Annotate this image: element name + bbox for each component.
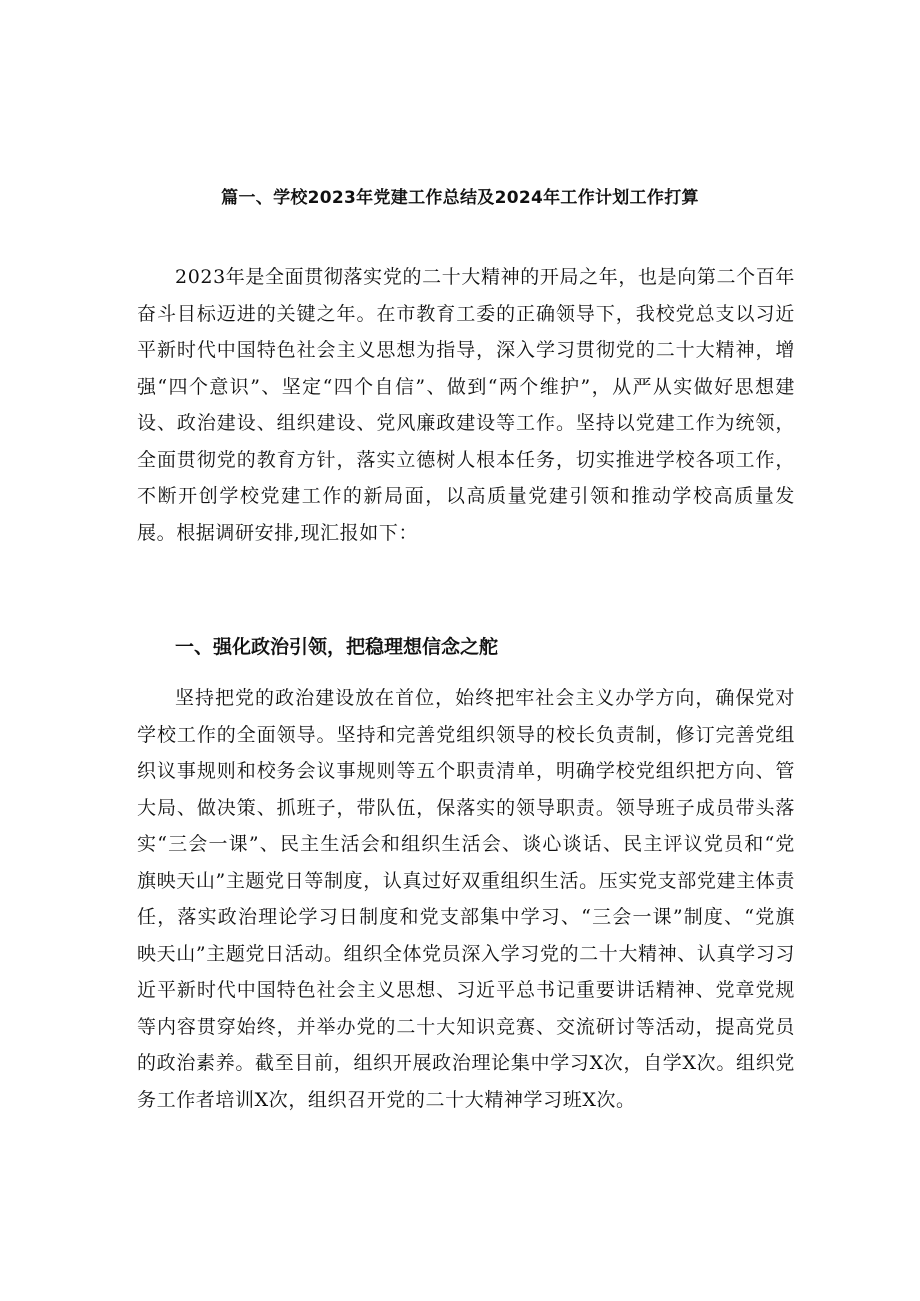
intro-section [137,259,795,551]
section-heading: 一、强化政治引领，把稳理想信念之舵 [175,636,499,658]
document-title: 篇一、学校2023年党建工作总结及2024年工作计划工作打算 [221,188,699,208]
intro-paragraph: 2023年是全面贯彻落实党的二十大精神的开局之年，也是向第二个百年奋斗目标迈进的关键之年。在市教育工委的正确领导下，我校党总支以习近平新时代中国特色社会主义思想为指导，深入学习贯彻党的二十大精神，增强“四个意识”、坚定“四个自信”、做到“两个维护”，从严从实做好思想建设、政治建设、组织建设、党风廉政建设等工作。坚持以党建工作为统领，全面贯彻党的教育方针，落实立德树人根本任务，切实推进学校各项工作，不断开创学校党建工作的新局面，以高质量党建引领和推动学校高质量发展。根据调研安排,现汇报如下： [137,266,795,544]
section-1-body [137,680,795,1118]
section-paragraph: 坚持把党的政治建设放在首位，始终把牢社会主义办学方向，确保党对学校工作的全面领导。坚持和完善党组织领导的校长负责制，修订完善党组织议事规则和校务会议事规则等五个职责清单，明确学校党组织把方向、管大局、做决策、抓班子，带队伍，保落实的领导职责。领导班子成员带头落实“三会一课”、民主生活会和组织生活会、谈心谈话、民主评议党员和“党旗映天山”主题党日等制度，认真过好双重组织生活。压实党支部党建主体责任，落实政治理论学习日制度和党支部集中学习、“三会一课”制度、“党旗映天山”主题党日活动。组织全体党员深入学习党的二十大精神、认真学习习近平新时代中国特色社会主义思想、习近平总书记重要讲话精神、党章党规等内容贯穿始终，并举办党的二十大知识竞赛、交流研讨等活动，提高党员的政治素养。截至目前，组织开展政治理论集中学习X次，自学X次。组织党务工作者培训X次，组织召开党的二十大精神学习班X次。 [137,687,795,1111]
